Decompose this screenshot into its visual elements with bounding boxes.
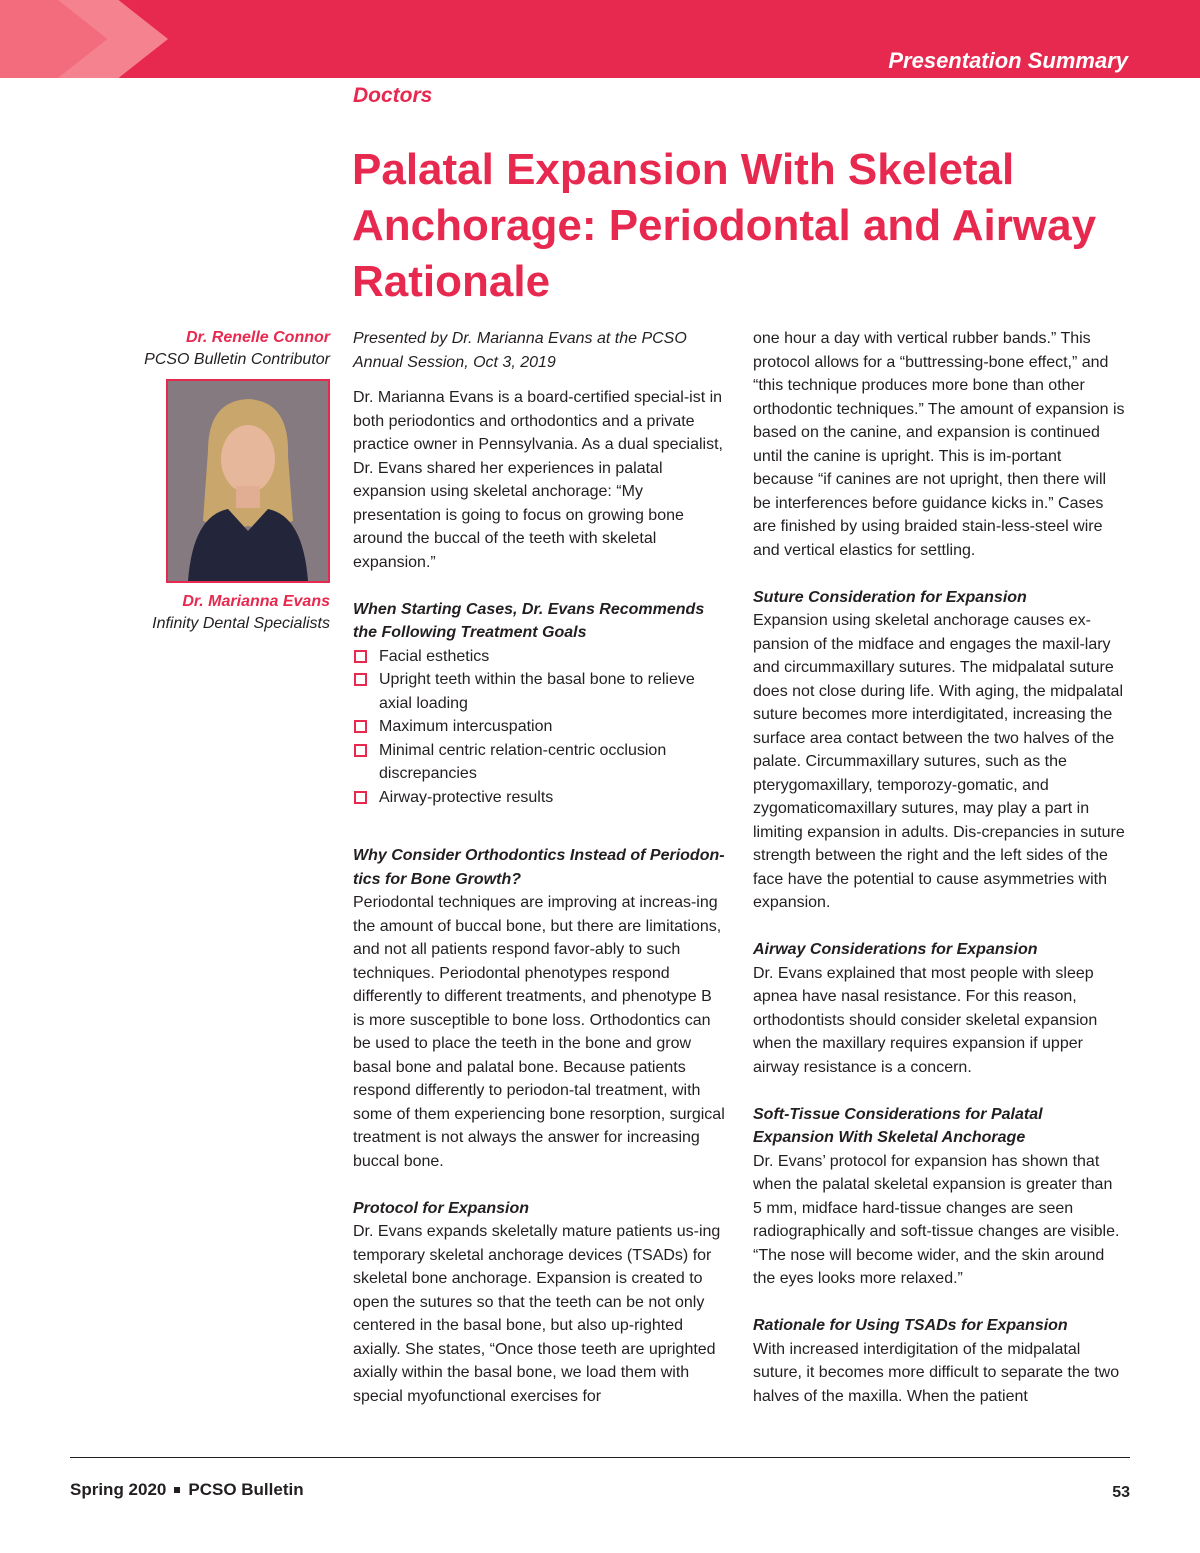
why-paragraph: Periodontal techniques are improving at increas-ing the amount of buccal bone, but there are limitations, and not all patients respond favor-ably to such techniques. Periodontal phenotypes respond differently to different treatments, and phenotype B is more susceptible to bone loss. Orthodontics can be used to place the teeth in the bone and grow basal bone and palatal bone. Because patients respond differently to periodon-tal treatment, with some of them experiencing bone resorption, surgical treatment is not always the answer for increasing buccal bone. <box>353 894 725 1170</box>
footer-issue <box>70 1480 304 1500</box>
page-title: Palatal Expansion With Skeletal Anchorage: Periodontal and Airway Rationale <box>352 145 1097 306</box>
speaker-name: Dr. Marianna Evans <box>182 593 330 610</box>
footer-divider <box>70 1457 1130 1458</box>
author-publication: PCSO <box>144 351 190 368</box>
footer-season: Spring 2020 <box>70 1480 167 1499</box>
why-heading: Why Consider Orthodontics Instead of Periodon-tics for Bone Growth? <box>353 847 725 888</box>
list-item: Airway-protective results <box>353 786 725 810</box>
author-role <box>60 349 330 371</box>
checkbox-bullet-icon <box>354 650 367 663</box>
author-name: Dr. Renelle Connor <box>185 329 330 346</box>
speaker-organization: Infinity Dental Specialists <box>152 615 330 632</box>
checkbox-bullet-icon <box>354 744 367 757</box>
byline: Presented by Dr. Marianna Evans at the PCSO Annual Session, Oct 3, 2019 <box>353 330 687 371</box>
suture-heading: Suture Consideration for Expansion <box>753 588 1027 606</box>
banner-title: Presentation Summary <box>888 48 1128 73</box>
sidebar <box>60 327 330 635</box>
square-separator-icon <box>174 1487 180 1493</box>
list-item: Upright teeth within the basal bone to relieve axial loading <box>353 668 725 715</box>
protocol-paragraph: Dr. Evans expands skeletally mature patients us-ing temporary skeletal anchorage devices (TSADs) for skeletal bone anchorage. Expansion is created to open the sutures so that the teeth can be not only centered in the basal bone, but also up-righted axially. She states, “Once those teeth are uprighted axially within the basal bone, we load them with special myofunctional exercises for <box>353 1223 721 1405</box>
soft-tissue-heading: Soft-Tissue Considerations for Palatal Expansion With Skeletal Anchorage <box>753 1105 1043 1146</box>
checkbox-bullet-icon <box>354 791 367 804</box>
soft-tissue-paragraph: Dr. Evans’ protocol for expansion has shown that when the palatal skeletal expansion is greater than 5 mm, midface hard-tissue changes are seen radiographically and soft-tissue changes are visible. “The nose will become wider, and the skin around the eyes looks more relaxed.” <box>753 1152 1120 1287</box>
airway-heading: Airway Considerations for Expansion <box>753 941 1038 958</box>
intro-paragraph: Dr. Marianna Evans is a board-certified special-ist in both periodontics and orthodontics and a private practice owner in Pennsylvania. As a dual specialist, Dr. Evans shared her experiences in palatal expansion using skeletal anchorage: “My presentation is going to focus on growing bone around the buccal of the teeth with skeletal expansion.” <box>353 389 723 571</box>
protocol-continued-paragraph: one hour a day with vertical rubber bands.” This protocol allows for a “buttressing-bone effect,” and “this technique produces more bone than other orthodontic techniques.” The amount of expansion is based on the canine, and expansion is continued until the canine is upright. This is im-portant because “if canines are not upright, then there will be interferences before guidance kicks in.” Cases are finished by using braided stain-less-steel wire and vertical elastics for settling. <box>753 330 1125 559</box>
article-column-1 <box>353 327 725 1408</box>
portrait-image <box>168 381 328 581</box>
protocol-heading: Protocol for Expansion <box>353 1199 530 1217</box>
page-number: 53 <box>1112 1484 1130 1501</box>
header-banner <box>0 0 1200 78</box>
list-item: Minimal centric relation-centric occlusion discrepancies <box>353 739 725 786</box>
goals-heading: When Starting Cases, Dr. Evans Recommends the Following Treatment Goals <box>353 600 705 641</box>
checkbox-bullet-icon <box>354 673 367 686</box>
speaker-photo <box>166 379 330 583</box>
tsad-heading: Rationale for Using TSADs for Expansion <box>753 1317 1068 1334</box>
goals-list <box>353 645 725 810</box>
airway-paragraph: Dr. Evans explained that most people with sleep apnea have nasal resistance. For this reason, orthodontists should consider skeletal expansion when the maxillary requires expansion if upper airway resistance is a concern. <box>753 964 1098 1076</box>
tsad-paragraph: With increased interdigitation of the midpalatal suture, it becomes more difficult to separate the two halves of the maxilla. When the patient <box>753 1340 1120 1405</box>
footer-publication: PCSO Bulletin <box>188 1480 304 1499</box>
author-role-text: Bulletin Contributor <box>189 351 330 368</box>
suture-paragraph: Expansion using skeletal anchorage causes ex-pansion of the midface and engages the maxil-lary and circummaxillary sutures. The midpalatal suture does not close during life. With aging, the midpalatal suture becomes more interdigitated, increasing the surface area contact between the two halves of the palate. Circummaxillary sutures, such as the pterygomaxillary, temporozy-gomatic, and zygomaticomaxillary sutures, may play a part in limiting expansion in adults. Dis-crepancies in suture strength between the right and the left sides of the face have the potential to cause asymmetries with expansion. <box>753 612 1125 911</box>
section-label: Doctors <box>353 84 433 107</box>
list-item: Maximum intercuspation <box>353 715 725 739</box>
list-item: Facial esthetics <box>353 645 725 669</box>
checkbox-bullet-icon <box>354 720 367 733</box>
article-column-2 <box>753 327 1125 1408</box>
